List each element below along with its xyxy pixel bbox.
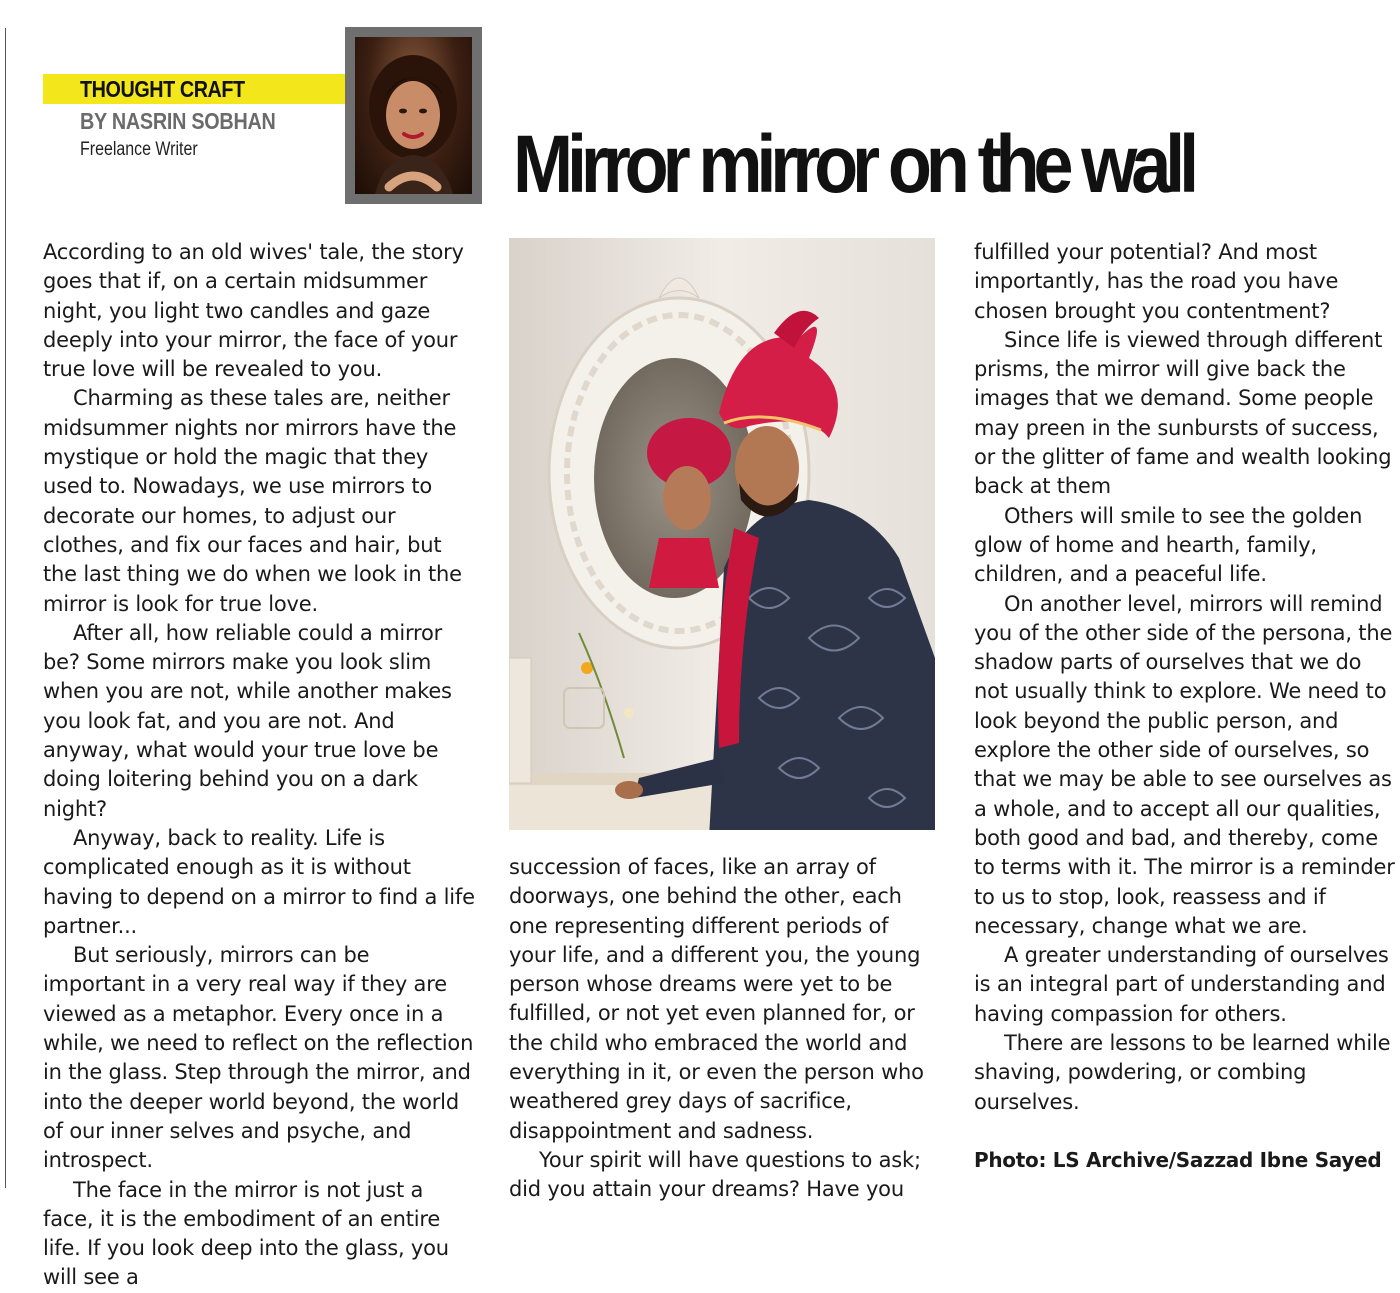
paragraph: On another level, mirrors will remind you of the other side of the persona, the shadow parts of ourselves that we do not usually think to explore. We need to look beyond the public person, and explore the other side of ourselves, so that we may be able to see ourselves as a whole, and to accept all our qualities, both good and bad, and thereby, come to terms with it. The mirror is a reminder to us to stop, look, reassess and if necessary, change what we are. [974, 591, 1395, 938]
author-byline: BY NASRIN SOBHAN [80, 108, 276, 134]
paragraph: fulfilled your potential? And most importantly, has the road you have chosen brought you contentment? [974, 240, 1339, 323]
paragraph: After all, how reliable could a mirror be? Some mirrors make you look slim when you are not, while another makes you look fat, and you are not. And anyway, what would your true love be doing loitering behind you on a dark night? [43, 620, 452, 821]
paragraph: According to an old wives' tale, the story goes that if, on a certain midsummer night, you light two candles and gaze deeply into your mirror, the face of your true love will be revealed to you. [43, 240, 464, 382]
author-role: Freelance Writer [80, 139, 198, 160]
article-column-1 [43, 238, 475, 1293]
article-photo [509, 238, 935, 830]
article-column-3 [974, 238, 1400, 1117]
paragraph: The face in the mirror is not just a face, it is the embodiment of an entire life. If you look deep into the glass, you will see a [43, 1177, 449, 1290]
headline: Mirror mirror on the wall [513, 119, 1193, 210]
photo-credit: Photo: LS Archive/Sazzad Ibne Sayed [974, 1148, 1382, 1172]
paragraph: There are lessons to be learned while shaving, powdering, or combing ourselves. [974, 1031, 1391, 1114]
paragraph: succession of faces, like an array of doorways, one behind the other, each one representing different periods of your life, and a different you, the young person whose dreams were yet to be fulfilled, or not yet even planned for, or the child who embraced the world and everything in it, or even the person who weathered grey days of sacrifice, disappointment and sadness. [509, 855, 924, 1143]
paragraph: Your spirit will have questions to ask; did you attain your dreams? Have you [509, 1147, 921, 1202]
paragraph: Anyway, back to reality. Life is complicated enough as it is without having to depend on a mirror to find a life partner... [43, 825, 475, 938]
paragraph: Others will smile to see the golden glow of home and hearth, family, children, and a peaceful life. [974, 503, 1363, 587]
author-portrait-image [355, 37, 472, 194]
man-in-turban-mirror-image [509, 238, 935, 830]
author-portrait [345, 27, 482, 204]
paragraph: But seriously, mirrors can be important in a very real way if they are viewed as a metaphor. Every once in a while, we need to reflect on the reflection in the glass. Step through the mirror, and into the deeper world beyond, the world of our inner selves and psyche, and introspect. [43, 943, 474, 1173]
paragraph: Since life is viewed through different prisms, the mirror will give back the images that we demand. Some people may preen in the sunbursts of success, or the glitter of fame and wealth looking back at them [974, 327, 1392, 499]
paragraph: A greater understanding of ourselves is an integral part of understanding and having compassion for others. [974, 943, 1389, 1026]
paragraph: Charming as these tales are, neither midsummer nights nor mirrors have the mystique or hold the magic that they used to. Nowadays, we use mirrors to decorate our homes, to adjust our clothes, and fix our faces and hair, but the last thing we do when we look in the mirror is look for true love. [43, 386, 462, 616]
article-column-2 [509, 853, 941, 1205]
column-rule [5, 28, 6, 1188]
section-label: THOUGHT CRAFT [80, 76, 245, 102]
